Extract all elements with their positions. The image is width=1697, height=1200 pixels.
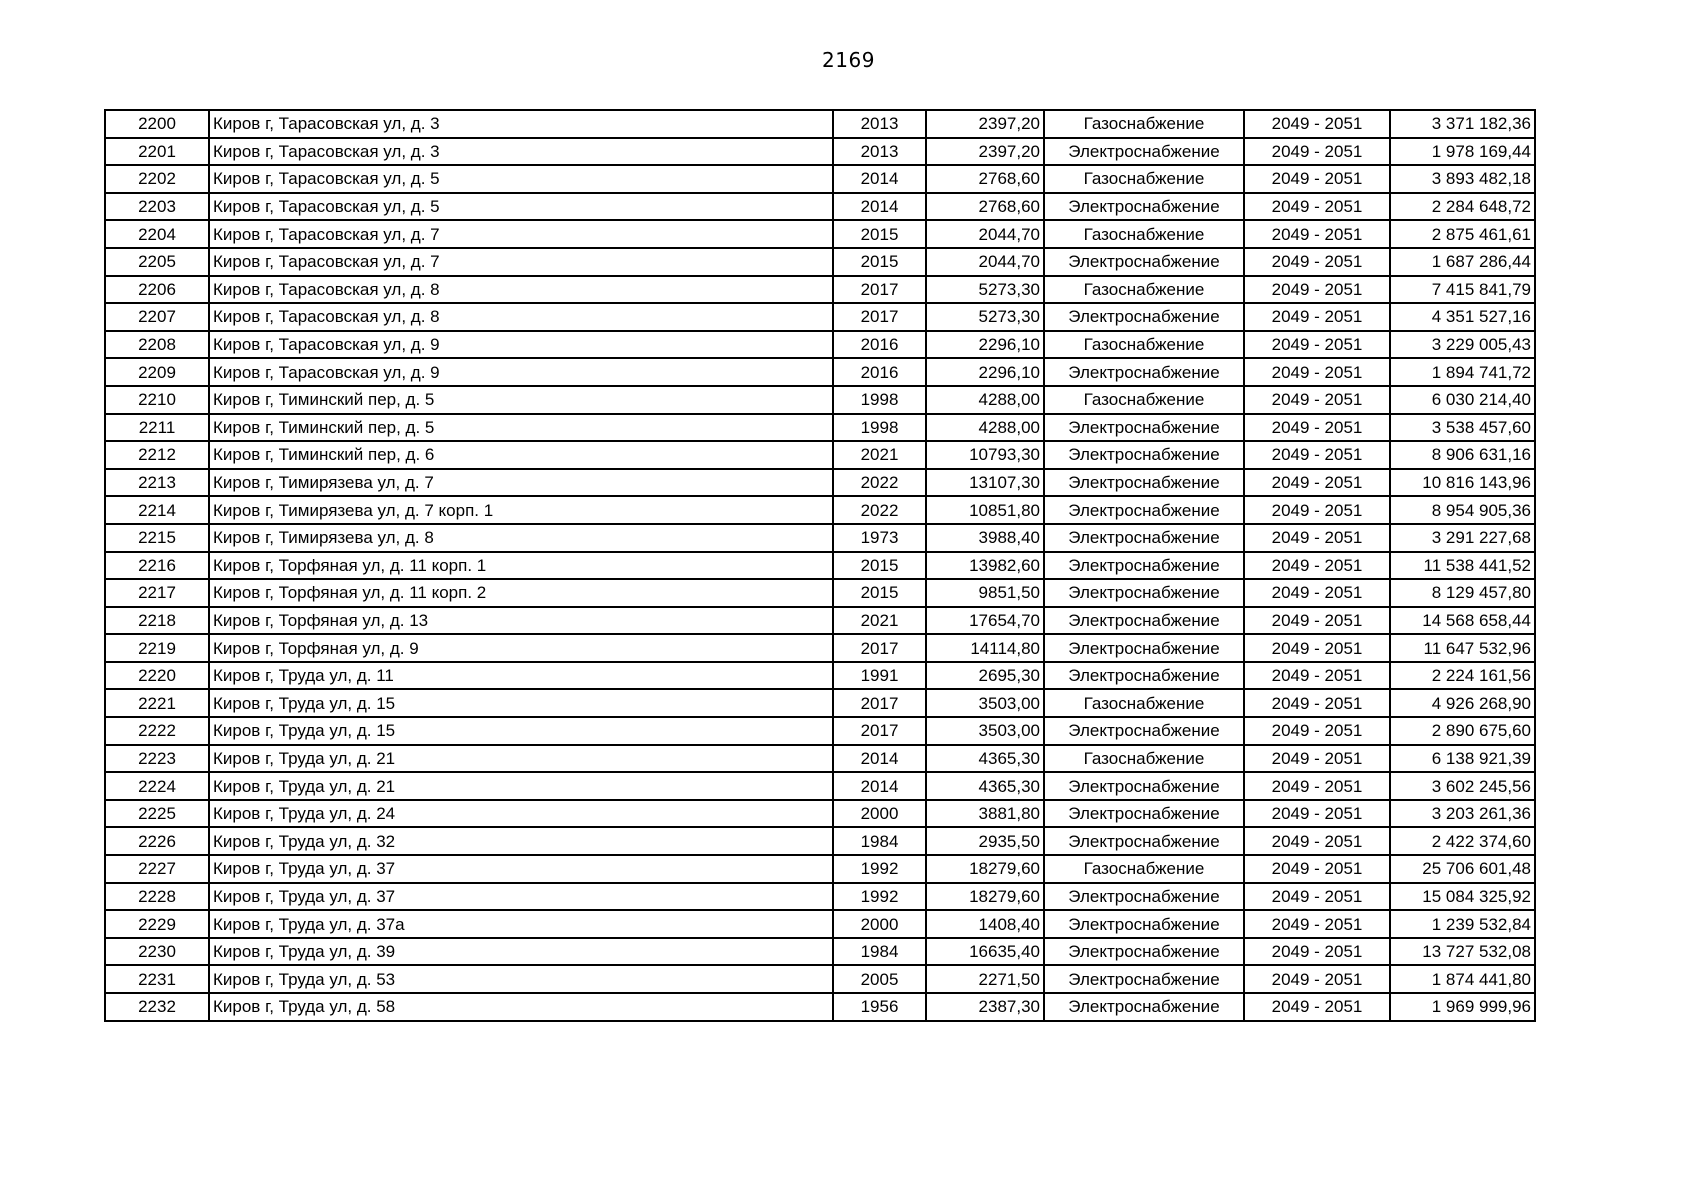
address-cell: Киров г, Труда ул, д. 21 [209, 745, 833, 773]
area-cell: 2044,70 [926, 248, 1044, 276]
area-cell: 2397,20 [926, 138, 1044, 166]
address-cell: Киров г, Труда ул, д. 37 [209, 855, 833, 883]
row-number-cell: 2230 [105, 938, 209, 966]
table-row [105, 331, 1535, 359]
address-cell: Киров г, Труда ул, д. 11 [209, 662, 833, 690]
area-cell: 2695,30 [926, 662, 1044, 690]
period-cell: 2049 - 2051 [1244, 662, 1390, 690]
address-cell: Киров г, Труда ул, д. 24 [209, 800, 833, 828]
row-number-cell: 2231 [105, 965, 209, 993]
table-row [105, 827, 1535, 855]
cost-cell: 7 415 841,79 [1390, 276, 1535, 304]
period-cell: 2049 - 2051 [1244, 717, 1390, 745]
work-type-cell: Электроснабжение [1044, 883, 1244, 911]
area-cell: 4365,30 [926, 772, 1044, 800]
address-cell: Киров г, Тарасовская ул, д. 3 [209, 138, 833, 166]
work-type-cell: Электроснабжение [1044, 662, 1244, 690]
table-row [105, 883, 1535, 911]
address-cell: Киров г, Труда ул, д. 15 [209, 717, 833, 745]
table-row [105, 579, 1535, 607]
cost-cell: 3 893 482,18 [1390, 165, 1535, 193]
cost-cell: 11 538 441,52 [1390, 552, 1535, 580]
address-cell: Киров г, Тарасовская ул, д. 9 [209, 358, 833, 386]
table-row [105, 220, 1535, 248]
address-cell: Киров г, Тарасовская ул, д. 7 [209, 248, 833, 276]
address-cell: Киров г, Торфяная ул, д. 9 [209, 634, 833, 662]
area-cell: 4288,00 [926, 414, 1044, 442]
address-cell: Киров г, Труда ул, д. 39 [209, 938, 833, 966]
build-year-cell: 2021 [833, 441, 926, 469]
table-row [105, 910, 1535, 938]
build-year-cell: 2000 [833, 910, 926, 938]
work-type-cell: Электроснабжение [1044, 303, 1244, 331]
area-cell: 10851,80 [926, 496, 1044, 524]
row-number-cell: 2201 [105, 138, 209, 166]
address-cell: Киров г, Тиминский пер, д. 5 [209, 386, 833, 414]
cost-cell: 3 203 261,36 [1390, 800, 1535, 828]
work-type-cell: Электроснабжение [1044, 634, 1244, 662]
table-row [105, 441, 1535, 469]
work-type-cell: Электроснабжение [1044, 579, 1244, 607]
period-cell: 2049 - 2051 [1244, 441, 1390, 469]
table-row [105, 662, 1535, 690]
row-number-cell: 2206 [105, 276, 209, 304]
work-type-cell: Электроснабжение [1044, 496, 1244, 524]
area-cell: 2271,50 [926, 965, 1044, 993]
area-cell: 18279,60 [926, 883, 1044, 911]
table-row [105, 607, 1535, 635]
period-cell: 2049 - 2051 [1244, 110, 1390, 138]
cost-cell: 10 816 143,96 [1390, 469, 1535, 497]
cost-cell: 1 894 741,72 [1390, 358, 1535, 386]
cost-cell: 4 926 268,90 [1390, 689, 1535, 717]
period-cell: 2049 - 2051 [1244, 579, 1390, 607]
row-number-cell: 2203 [105, 193, 209, 221]
period-cell: 2049 - 2051 [1244, 855, 1390, 883]
row-number-cell: 2227 [105, 855, 209, 883]
build-year-cell: 1992 [833, 883, 926, 911]
build-year-cell: 1998 [833, 386, 926, 414]
period-cell: 2049 - 2051 [1244, 938, 1390, 966]
table-row [105, 358, 1535, 386]
row-number-cell: 2204 [105, 220, 209, 248]
work-type-cell: Газоснабжение [1044, 745, 1244, 773]
work-type-cell: Электроснабжение [1044, 414, 1244, 442]
cost-cell: 1 978 169,44 [1390, 138, 1535, 166]
period-cell: 2049 - 2051 [1244, 965, 1390, 993]
address-cell: Киров г, Тиминский пер, д. 5 [209, 414, 833, 442]
table-row [105, 689, 1535, 717]
period-cell: 2049 - 2051 [1244, 552, 1390, 580]
build-year-cell: 1998 [833, 414, 926, 442]
row-number-cell: 2205 [105, 248, 209, 276]
cost-cell: 6 030 214,40 [1390, 386, 1535, 414]
cost-cell: 15 084 325,92 [1390, 883, 1535, 911]
row-number-cell: 2210 [105, 386, 209, 414]
work-type-cell: Электроснабжение [1044, 800, 1244, 828]
table-row [105, 938, 1535, 966]
period-cell: 2049 - 2051 [1244, 303, 1390, 331]
row-number-cell: 2214 [105, 496, 209, 524]
table-row [105, 414, 1535, 442]
cost-cell: 8 954 905,36 [1390, 496, 1535, 524]
area-cell: 2935,50 [926, 827, 1044, 855]
cost-cell: 3 291 227,68 [1390, 524, 1535, 552]
period-cell: 2049 - 2051 [1244, 634, 1390, 662]
period-cell: 2049 - 2051 [1244, 745, 1390, 773]
work-type-cell: Электроснабжение [1044, 993, 1244, 1021]
build-year-cell: 2005 [833, 965, 926, 993]
period-cell: 2049 - 2051 [1244, 193, 1390, 221]
table-row [105, 993, 1535, 1021]
address-cell: Киров г, Труда ул, д. 58 [209, 993, 833, 1021]
cost-cell: 3 602 245,56 [1390, 772, 1535, 800]
address-cell: Киров г, Тимирязева ул, д. 8 [209, 524, 833, 552]
cost-cell: 6 138 921,39 [1390, 745, 1535, 773]
build-year-cell: 2017 [833, 634, 926, 662]
build-year-cell: 2017 [833, 689, 926, 717]
build-year-cell: 2000 [833, 800, 926, 828]
address-cell: Киров г, Тиминский пер, д. 6 [209, 441, 833, 469]
area-cell: 2768,60 [926, 193, 1044, 221]
work-type-cell: Электроснабжение [1044, 469, 1244, 497]
table-row [105, 303, 1535, 331]
cost-cell: 3 538 457,60 [1390, 414, 1535, 442]
work-type-cell: Электроснабжение [1044, 358, 1244, 386]
work-type-cell: Электроснабжение [1044, 441, 1244, 469]
build-year-cell: 2014 [833, 193, 926, 221]
address-cell: Киров г, Торфяная ул, д. 11 корп. 1 [209, 552, 833, 580]
cost-cell: 1 969 999,96 [1390, 993, 1535, 1021]
build-year-cell: 2015 [833, 248, 926, 276]
build-year-cell: 1956 [833, 993, 926, 1021]
row-number-cell: 2213 [105, 469, 209, 497]
row-number-cell: 2208 [105, 331, 209, 359]
table-row [105, 496, 1535, 524]
area-cell: 14114,80 [926, 634, 1044, 662]
page-number: 2169 [822, 48, 875, 72]
period-cell: 2049 - 2051 [1244, 883, 1390, 911]
period-cell: 2049 - 2051 [1244, 358, 1390, 386]
area-cell: 16635,40 [926, 938, 1044, 966]
address-cell: Киров г, Труда ул, д. 37а [209, 910, 833, 938]
work-type-cell: Газоснабжение [1044, 110, 1244, 138]
address-cell: Киров г, Торфяная ул, д. 11 корп. 2 [209, 579, 833, 607]
period-cell: 2049 - 2051 [1244, 276, 1390, 304]
work-type-cell: Электроснабжение [1044, 248, 1244, 276]
address-cell: Киров г, Тарасовская ул, д. 7 [209, 220, 833, 248]
row-number-cell: 2226 [105, 827, 209, 855]
period-cell: 2049 - 2051 [1244, 165, 1390, 193]
table-row [105, 248, 1535, 276]
row-number-cell: 2219 [105, 634, 209, 662]
area-cell: 2296,10 [926, 358, 1044, 386]
work-type-cell: Электроснабжение [1044, 910, 1244, 938]
build-year-cell: 1991 [833, 662, 926, 690]
table-row [105, 138, 1535, 166]
area-cell: 9851,50 [926, 579, 1044, 607]
address-cell: Киров г, Тарасовская ул, д. 5 [209, 165, 833, 193]
row-number-cell: 2221 [105, 689, 209, 717]
build-year-cell: 2014 [833, 772, 926, 800]
row-number-cell: 2232 [105, 993, 209, 1021]
build-year-cell: 2016 [833, 358, 926, 386]
cost-cell: 14 568 658,44 [1390, 607, 1535, 635]
row-number-cell: 2225 [105, 800, 209, 828]
area-cell: 3503,00 [926, 689, 1044, 717]
build-year-cell: 1992 [833, 855, 926, 883]
row-number-cell: 2217 [105, 579, 209, 607]
area-cell: 3503,00 [926, 717, 1044, 745]
build-year-cell: 2017 [833, 276, 926, 304]
row-number-cell: 2229 [105, 910, 209, 938]
table-row [105, 855, 1535, 883]
repair-schedule-table [104, 109, 1536, 1022]
cost-cell: 2 284 648,72 [1390, 193, 1535, 221]
work-type-cell: Электроснабжение [1044, 938, 1244, 966]
cost-cell: 3 371 182,36 [1390, 110, 1535, 138]
period-cell: 2049 - 2051 [1244, 827, 1390, 855]
cost-cell: 1 239 532,84 [1390, 910, 1535, 938]
area-cell: 18279,60 [926, 855, 1044, 883]
address-cell: Киров г, Тарасовская ул, д. 3 [209, 110, 833, 138]
period-cell: 2049 - 2051 [1244, 138, 1390, 166]
period-cell: 2049 - 2051 [1244, 414, 1390, 442]
cost-cell: 2 422 374,60 [1390, 827, 1535, 855]
area-cell: 2296,10 [926, 331, 1044, 359]
build-year-cell: 2015 [833, 579, 926, 607]
build-year-cell: 2013 [833, 110, 926, 138]
row-number-cell: 2209 [105, 358, 209, 386]
period-cell: 2049 - 2051 [1244, 607, 1390, 635]
address-cell: Киров г, Тарасовская ул, д. 5 [209, 193, 833, 221]
period-cell: 2049 - 2051 [1244, 386, 1390, 414]
table-row [105, 717, 1535, 745]
cost-cell: 1 687 286,44 [1390, 248, 1535, 276]
cost-cell: 2 875 461,61 [1390, 220, 1535, 248]
area-cell: 2397,20 [926, 110, 1044, 138]
work-type-cell: Электроснабжение [1044, 965, 1244, 993]
table-row [105, 469, 1535, 497]
table-row [105, 276, 1535, 304]
address-cell: Киров г, Тарасовская ул, д. 8 [209, 303, 833, 331]
cost-cell: 13 727 532,08 [1390, 938, 1535, 966]
work-type-cell: Газоснабжение [1044, 855, 1244, 883]
row-number-cell: 2223 [105, 745, 209, 773]
table-row [105, 745, 1535, 773]
area-cell: 1408,40 [926, 910, 1044, 938]
row-number-cell: 2218 [105, 607, 209, 635]
row-number-cell: 2222 [105, 717, 209, 745]
area-cell: 5273,30 [926, 303, 1044, 331]
address-cell: Киров г, Тимирязева ул, д. 7 [209, 469, 833, 497]
area-cell: 2387,30 [926, 993, 1044, 1021]
work-type-cell: Электроснабжение [1044, 827, 1244, 855]
build-year-cell: 2016 [833, 331, 926, 359]
address-cell: Киров г, Труда ул, д. 37 [209, 883, 833, 911]
address-cell: Киров г, Торфяная ул, д. 13 [209, 607, 833, 635]
area-cell: 2044,70 [926, 220, 1044, 248]
table-body [105, 110, 1535, 1021]
row-number-cell: 2207 [105, 303, 209, 331]
row-number-cell: 2200 [105, 110, 209, 138]
period-cell: 2049 - 2051 [1244, 220, 1390, 248]
build-year-cell: 2017 [833, 717, 926, 745]
period-cell: 2049 - 2051 [1244, 910, 1390, 938]
cost-cell: 25 706 601,48 [1390, 855, 1535, 883]
build-year-cell: 1973 [833, 524, 926, 552]
work-type-cell: Электроснабжение [1044, 717, 1244, 745]
work-type-cell: Газоснабжение [1044, 276, 1244, 304]
work-type-cell: Газоснабжение [1044, 386, 1244, 414]
table-row [105, 800, 1535, 828]
period-cell: 2049 - 2051 [1244, 800, 1390, 828]
period-cell: 2049 - 2051 [1244, 496, 1390, 524]
area-cell: 10793,30 [926, 441, 1044, 469]
table-row [105, 552, 1535, 580]
period-cell: 2049 - 2051 [1244, 248, 1390, 276]
address-cell: Киров г, Тарасовская ул, д. 9 [209, 331, 833, 359]
cost-cell: 8 129 457,80 [1390, 579, 1535, 607]
row-number-cell: 2220 [105, 662, 209, 690]
build-year-cell: 1984 [833, 827, 926, 855]
work-type-cell: Электроснабжение [1044, 193, 1244, 221]
work-type-cell: Электроснабжение [1044, 607, 1244, 635]
row-number-cell: 2211 [105, 414, 209, 442]
table-row [105, 386, 1535, 414]
table-container [104, 109, 1536, 1022]
table-row [105, 165, 1535, 193]
row-number-cell: 2216 [105, 552, 209, 580]
work-type-cell: Газоснабжение [1044, 689, 1244, 717]
address-cell: Киров г, Труда ул, д. 21 [209, 772, 833, 800]
work-type-cell: Электроснабжение [1044, 138, 1244, 166]
address-cell: Киров г, Труда ул, д. 32 [209, 827, 833, 855]
address-cell: Киров г, Тарасовская ул, д. 8 [209, 276, 833, 304]
area-cell: 13982,60 [926, 552, 1044, 580]
row-number-cell: 2224 [105, 772, 209, 800]
area-cell: 5273,30 [926, 276, 1044, 304]
address-cell: Киров г, Труда ул, д. 53 [209, 965, 833, 993]
build-year-cell: 2022 [833, 469, 926, 497]
address-cell: Киров г, Труда ул, д. 15 [209, 689, 833, 717]
row-number-cell: 2215 [105, 524, 209, 552]
build-year-cell: 2015 [833, 552, 926, 580]
table-row [105, 193, 1535, 221]
build-year-cell: 2022 [833, 496, 926, 524]
build-year-cell: 2015 [833, 220, 926, 248]
build-year-cell: 2014 [833, 745, 926, 773]
work-type-cell: Электроснабжение [1044, 524, 1244, 552]
table-row [105, 110, 1535, 138]
period-cell: 2049 - 2051 [1244, 469, 1390, 497]
area-cell: 3881,80 [926, 800, 1044, 828]
area-cell: 4288,00 [926, 386, 1044, 414]
area-cell: 4365,30 [926, 745, 1044, 773]
work-type-cell: Газоснабжение [1044, 165, 1244, 193]
build-year-cell: 1984 [833, 938, 926, 966]
cost-cell: 1 874 441,80 [1390, 965, 1535, 993]
area-cell: 2768,60 [926, 165, 1044, 193]
row-number-cell: 2212 [105, 441, 209, 469]
work-type-cell: Электроснабжение [1044, 552, 1244, 580]
area-cell: 3988,40 [926, 524, 1044, 552]
table-row [105, 524, 1535, 552]
period-cell: 2049 - 2051 [1244, 772, 1390, 800]
area-cell: 13107,30 [926, 469, 1044, 497]
address-cell: Киров г, Тимирязева ул, д. 7 корп. 1 [209, 496, 833, 524]
cost-cell: 4 351 527,16 [1390, 303, 1535, 331]
period-cell: 2049 - 2051 [1244, 524, 1390, 552]
area-cell: 17654,70 [926, 607, 1044, 635]
table-row [105, 634, 1535, 662]
build-year-cell: 2013 [833, 138, 926, 166]
cost-cell: 8 906 631,16 [1390, 441, 1535, 469]
period-cell: 2049 - 2051 [1244, 689, 1390, 717]
work-type-cell: Электроснабжение [1044, 772, 1244, 800]
build-year-cell: 2017 [833, 303, 926, 331]
row-number-cell: 2202 [105, 165, 209, 193]
cost-cell: 3 229 005,43 [1390, 331, 1535, 359]
period-cell: 2049 - 2051 [1244, 331, 1390, 359]
period-cell: 2049 - 2051 [1244, 993, 1390, 1021]
cost-cell: 11 647 532,96 [1390, 634, 1535, 662]
table-row [105, 772, 1535, 800]
row-number-cell: 2228 [105, 883, 209, 911]
build-year-cell: 2021 [833, 607, 926, 635]
work-type-cell: Газоснабжение [1044, 220, 1244, 248]
cost-cell: 2 890 675,60 [1390, 717, 1535, 745]
table-row [105, 965, 1535, 993]
cost-cell: 2 224 161,56 [1390, 662, 1535, 690]
build-year-cell: 2014 [833, 165, 926, 193]
work-type-cell: Газоснабжение [1044, 331, 1244, 359]
